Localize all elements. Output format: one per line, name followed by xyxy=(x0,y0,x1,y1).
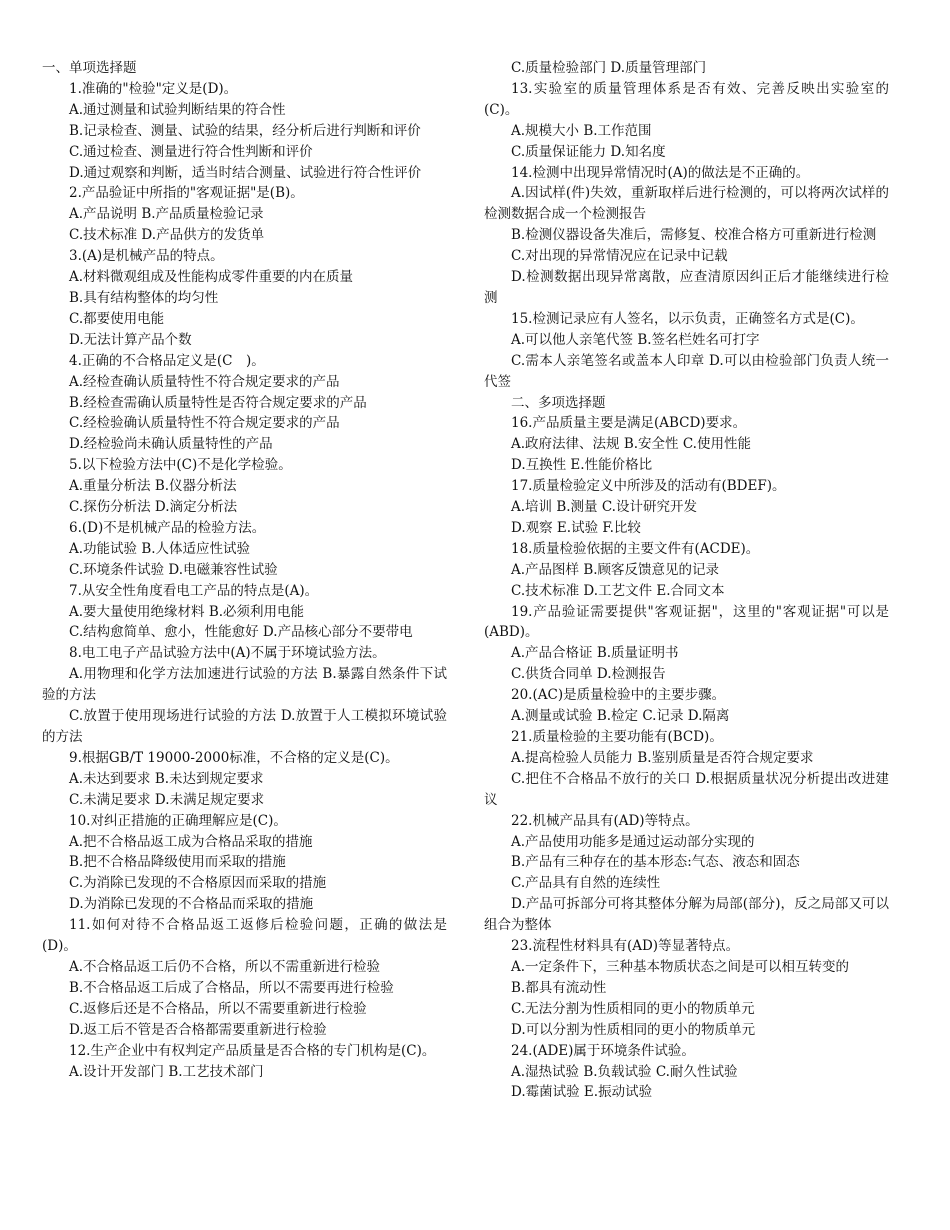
left-column xyxy=(42,58,447,1082)
question-line: C.对出现的异常情况应在记录中记载 xyxy=(511,248,728,265)
question-line: 13.实验室的质量管理体系是否有效、完善反映出实验室的(C)。 xyxy=(484,80,889,118)
question-line: A.政府法律、法规 B.安全性 C.使用性能 xyxy=(511,436,751,453)
question-line: 6.(D)不是机械产品的检验方法。 xyxy=(69,519,266,536)
question-line: A.产品图样 B.顾客反馈意见的记录 xyxy=(511,561,720,578)
question-line: C.为消除已发现的不合格原因而采取的措施 xyxy=(69,875,327,892)
question-line: 9.根据GB/T 19000-2000标准，不合格的定义是(C)。 xyxy=(69,749,399,766)
question-line: C.需本人亲笔签名或盖本人印章 D.可以由检验部门负责人统一代签 xyxy=(484,352,889,390)
question-line: 16.产品质量主要是满足(ABCD)要求。 xyxy=(511,415,747,432)
question-line: 19.产品验证需要提供"客观证据"，这里的"客观证据"可以是(ABD)。 xyxy=(484,603,889,641)
question-line: D.通过观察和判断，适当时结合测量、试验进行符合性评价 xyxy=(69,164,422,181)
question-line: A.提高检验人员能力 B.鉴别质量是否符合规定要求 xyxy=(511,749,814,766)
question-line: A.未达到要求 B.未达到规定要求 xyxy=(69,770,264,787)
question-line: A.因试样(件)失效，重新取样后进行检测的，可以将两次试样的检测数据合成一个检测报告 xyxy=(484,185,889,223)
question-line: A.重量分析法 B.仪器分析法 xyxy=(69,478,237,495)
question-line: B.把不合格品降级使用而采取的措施 xyxy=(69,854,286,871)
question-line: A.规模大小 B.工作范围 xyxy=(511,122,652,139)
question-line: C.质量保证能力 D.知名度 xyxy=(511,143,666,160)
question-line: A.通过测量和试验判断结果的符合性 xyxy=(69,101,286,118)
question-line: 4.正确的不合格品定义是(C )。 xyxy=(69,352,265,369)
question-line: 23.流程性材料具有(AD)等显著特点。 xyxy=(511,938,740,955)
question-line: B.记录检查、测量、试验的结果，经分析后进行判断和评价 xyxy=(69,122,421,139)
question-line: B.都具有流动性 xyxy=(511,979,607,996)
question-line: 18.质量检验依据的主要文件有(ACDE)。 xyxy=(511,540,760,557)
question-line: A.把不合格品返工成为合格品采取的措施 xyxy=(69,833,313,850)
question-line: C.质量检验部门 D.质量管理部门 xyxy=(511,60,707,76)
question-line: A.不合格品返工后仍不合格，所以不需重新进行检验 xyxy=(69,958,381,975)
question-line: 3.(A)是机械产品的特点。 xyxy=(69,248,224,265)
question-line: D.互换性 E.性能价格比 xyxy=(511,457,653,474)
question-line: 二、多项选择题 xyxy=(511,394,606,411)
question-line: D.无法计算产品个数 xyxy=(69,331,192,348)
question-line: 17.质量检验定义中所涉及的活动有(BDEF)。 xyxy=(511,478,786,495)
question-line: A.产品合格证 B.质量证明书 xyxy=(511,645,679,662)
question-line: A.功能试验 B.人体适应性试验 xyxy=(69,540,251,557)
question-line: A.一定条件下，三种基本物质状态之间是可以相互转变的 xyxy=(511,958,850,975)
question-line: C.供货合同单 D.检测报告 xyxy=(511,666,666,683)
question-line: A.产品使用功能多是通过运动部分实现的 xyxy=(511,833,755,850)
question-line: 10.对纠正措施的正确理解应是(C)。 xyxy=(69,812,287,829)
question-line: C.放置于使用现场进行试验的方法 D.放置于人工模拟环境试验的方法 xyxy=(42,708,447,745)
question-line: A.材料微观组成及性能构成零件重要的内在质量 xyxy=(69,269,354,286)
question-line: 24.(ADE)属于环境条件试验。 xyxy=(511,1042,695,1059)
question-line: C.产品具有自然的连续性 xyxy=(511,875,661,892)
question-line: A.经检查确认质量特性不符合规定要求的产品 xyxy=(69,373,340,390)
question-line: 8.电工电子产品试验方法中(A)不属于环境试验方法。 xyxy=(69,645,386,662)
question-line: 21.质量检验的主要功能有(BCD)。 xyxy=(511,729,723,745)
question-line: A.测量或试验 B.检定 C.记录 D.隔离 xyxy=(511,708,730,725)
question-line: C.都要使用电能 xyxy=(69,310,165,327)
question-line: C.无法分割为性质相同的更小的物质单元 xyxy=(511,1000,755,1017)
question-line: A.湿热试验 B.负载试验 C.耐久性试验 xyxy=(511,1063,738,1080)
question-line: A.培训 B.测量 C.设计研究开发 xyxy=(511,499,697,516)
question-line: D.检测数据出现异常离散，应查清原因纠正后才能继续进行检测 xyxy=(484,269,889,306)
question-line: D.经检验尚未确认质量特性的产品 xyxy=(69,436,273,453)
question-line: C.通过检查、测量进行符合性判断和评价 xyxy=(69,143,313,160)
question-line: D.为消除已发现的不合格品而采取的措施 xyxy=(69,896,314,913)
question-line: 1.准确的"检验"定义是(D)。 xyxy=(69,80,238,97)
question-line: C.技术标准 D.产品供方的发货单 xyxy=(69,227,265,244)
question-line: D.霉菌试验 E.振动试验 xyxy=(511,1084,653,1101)
question-line: C.返修后还是不合格品，所以不需要重新进行检验 xyxy=(69,1000,367,1017)
question-line: B.经检查需确认质量特性是否符合规定要求的产品 xyxy=(69,394,367,411)
question-line: D.可以分割为性质相同的更小的物质单元 xyxy=(511,1021,756,1038)
question-line: A.设计开发部门 B.工艺技术部门 xyxy=(69,1063,264,1080)
question-line: C.探伤分析法 D.滴定分析法 xyxy=(69,499,238,516)
question-line: 5.以下检验方法中(C)不是化学检验。 xyxy=(69,457,292,474)
question-line: 2.产品验证中所指的"客观证据"是(B)。 xyxy=(69,185,304,202)
question-line: D.返工后不管是否合格都需要重新进行检验 xyxy=(69,1021,327,1038)
question-line: 20.(AC)是质量检验中的主要步骤。 xyxy=(511,687,726,704)
question-line: C.未满足要求 D.未满足规定要求 xyxy=(69,791,265,808)
right-column xyxy=(484,58,889,1103)
question-line: A.可以他人亲笔代签 B.签名栏姓名可打字 xyxy=(511,331,760,348)
question-line: A.用物理和化学方法加速进行试验的方法 B.暴露自然条件下试验的方法 xyxy=(42,666,447,704)
question-line: C.经检验确认质量特性不符合规定要求的产品 xyxy=(69,415,340,432)
question-line: 15.检测记录应有人签名，以示负责，正确签名方式是(C)。 xyxy=(511,310,864,327)
question-line: 14.检测中出现异常情况时(A)的做法是不正确的。 xyxy=(511,164,810,181)
question-line: B.产品有三种存在的基本形态:气态、液态和固态 xyxy=(511,854,800,871)
question-line: A.产品说明 B.产品质量检验记录 xyxy=(69,206,264,223)
section-heading: 一、单项选择题 xyxy=(42,60,137,76)
question-line: 22.机械产品具有(AD)等特点。 xyxy=(511,812,699,829)
question-line: C.结构愈简单、愈小，性能愈好 D.产品核心部分不要带电 xyxy=(69,624,413,641)
question-line: B.具有结构整体的均匀性 xyxy=(69,289,219,306)
question-line: C.技术标准 D.工艺文件 E.合同文本 xyxy=(511,582,725,599)
question-line: C.把住不合格品不放行的关口 D.根据质量状况分析提出改进建议 xyxy=(484,770,889,808)
question-line: 11.如何对待不合格品返工返修后检验问题，正确的做法是(D)。 xyxy=(42,917,447,955)
question-line: B.不合格品返工后成了合格品，所以不需要再进行检验 xyxy=(69,979,394,996)
question-line: C.环境条件试验 D.电磁兼容性试验 xyxy=(69,561,278,578)
question-line: 7.从安全性角度看电工产品的特点是(A)。 xyxy=(69,582,319,599)
question-line: D.观察 E.试验 F.比较 xyxy=(511,519,641,536)
question-line: D.产品可拆部分可将其整体分解为局部(部分)，反之局部又可以组合为整体 xyxy=(484,896,889,934)
question-line: 12.生产企业中有权判定产品质量是否合格的专门机构是(C)。 xyxy=(69,1042,436,1059)
question-line: B.检测仪器设备失准后，需修复、校准合格方可重新进行检测 xyxy=(511,227,877,244)
question-line: A.要大量使用绝缘材料 B.必须利用电能 xyxy=(69,603,305,620)
